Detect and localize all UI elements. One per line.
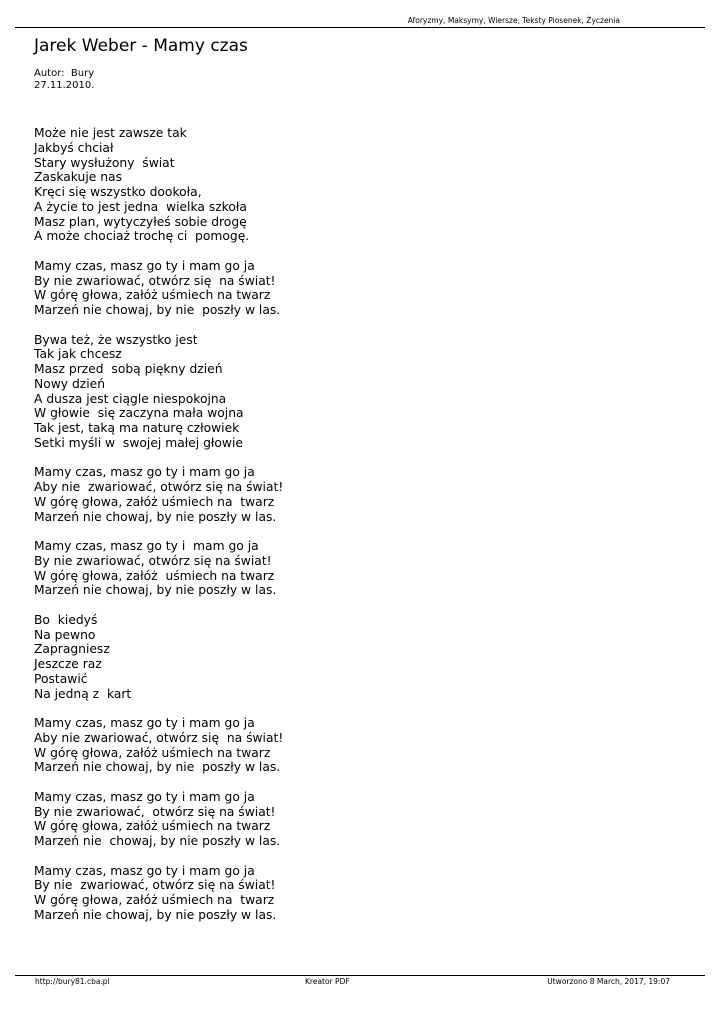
author-line: Autor: Bury [34,68,95,79]
footer-url[interactable]: http://bury81.cba.pl [35,977,110,986]
poem-line: A dusza jest ciągle niespokojna [34,391,227,406]
poem-line: Kręci się wszystko dookoła, [34,185,202,199]
stanza [34,716,283,775]
poem-line: By nie zwariować, otwórz się na świat! [34,878,276,893]
poem-body [34,126,283,937]
poem-line: Marzeń nie chowaj, by nie poszły w las. [34,509,277,524]
poem-line: Bo kiedyś [34,612,98,627]
poem-line: Mamy czas, masz go ty i mam go ja [34,716,255,730]
poem-line: Mamy czas, masz go ty i mam go ja [34,863,255,878]
poem-line: Setki myśli w swojej małej głowie [34,435,243,450]
poem-line: Marzeń nie chowaj, by nie poszły w las. [34,583,277,598]
stanza [34,259,283,318]
poem-line: W głowie się zaczyna mała wojna [34,406,244,421]
footer-created: Utworzono 8 March, 2017, 19:07 [547,977,670,986]
page-footer [15,977,705,989]
poem-line: By nie zwariować, otwórz się na świat! [34,553,272,568]
poem-line: Jakbyś chciał [34,140,114,155]
stanza [34,613,283,702]
poem-line: Aby nie zwariować, otwórz się na świat! [34,480,284,494]
poem-line: W górę głowa, załóż uśmiech na twarz [34,893,275,907]
footer-generator: Kreator PDF [305,977,350,986]
document-title: Jarek Weber - Mamy czas [34,36,248,56]
footer-divider [15,975,705,976]
poem-line: Tak jak chcesz [34,347,122,362]
poem-line: Na jedną z kart [34,686,132,701]
poem-line: Zapragniesz [34,642,110,657]
stanza [34,790,283,849]
poem-line: Postawić [34,671,88,686]
poem-line: By nie zwariować, otwórz się na świat! [34,804,276,819]
poem-line: Tak jest, taką ma naturę człowiek [34,421,240,435]
poem-line: Masz plan, wytyczyłeś sobie drogę [34,214,247,229]
stanza [34,539,283,598]
poem-line: Aby nie zwariować, otwórz się na świat! [34,730,284,745]
header-divider [15,27,705,28]
poem-line: W górę głowa, załóż uśmiech na twarz [34,494,275,509]
poem-line: W górę głowa, załóż uśmiech na twarz [34,819,271,834]
poem-line: Zaskakuje nas [34,170,122,185]
poem-line: W górę głowa, załóż uśmiech na twarz [34,745,271,760]
poem-line: Na pewno [34,627,96,642]
stanza [34,126,283,244]
poem-line: Marzeń nie chowaj, by nie poszły w las. [34,303,281,317]
poem-line: Marzeń nie chowaj, by nie poszły w las. [34,834,281,848]
poem-line: Może nie jest zawsze tak [34,126,187,140]
stanza [34,864,283,923]
poem-line: A może chociaż trochę ci pomogę. [34,229,250,244]
stanza [34,333,283,451]
document-meta [34,68,94,92]
poem-line: Marzeń nie chowaj, by nie poszły w las. [34,760,281,775]
poem-line: Mamy czas, masz go ty i mam go ja [34,258,255,273]
poem-line: Stary wysłużony świat [34,155,175,170]
poem-line: W górę głowa, załóż uśmiech na twarz [34,568,275,583]
poem-line: Mamy czas, masz go ty i mam go ja [34,789,255,804]
poem-line: Nowy dzień [34,376,106,391]
poem-line: A życie to jest jedna wielka szkoła [34,199,247,214]
poem-line: By nie zwariować, otwórz się na świat! [34,273,276,288]
poem-line: Marzeń nie chowaj, by nie poszły w las. [34,907,277,922]
publish-date: 27.11.2010. [34,80,95,91]
poem-line: Bywa też, że wszystko jest [34,332,198,347]
poem-line: Masz przed sobą piękny dzień [34,362,223,376]
poem-line: Mamy czas, masz go ty i mam go ja [34,539,259,553]
page-header: Aforyzmy, Maksymy, Wiersze, Teksty Piosenek, Życzenia [407,16,620,25]
poem-line: Mamy czas, masz go ty i mam go ja [34,465,255,480]
poem-line: W górę głowa, załóż uśmiech na twarz [34,288,271,303]
poem-line: Jeszcze raz [34,657,102,671]
stanza [34,465,283,524]
